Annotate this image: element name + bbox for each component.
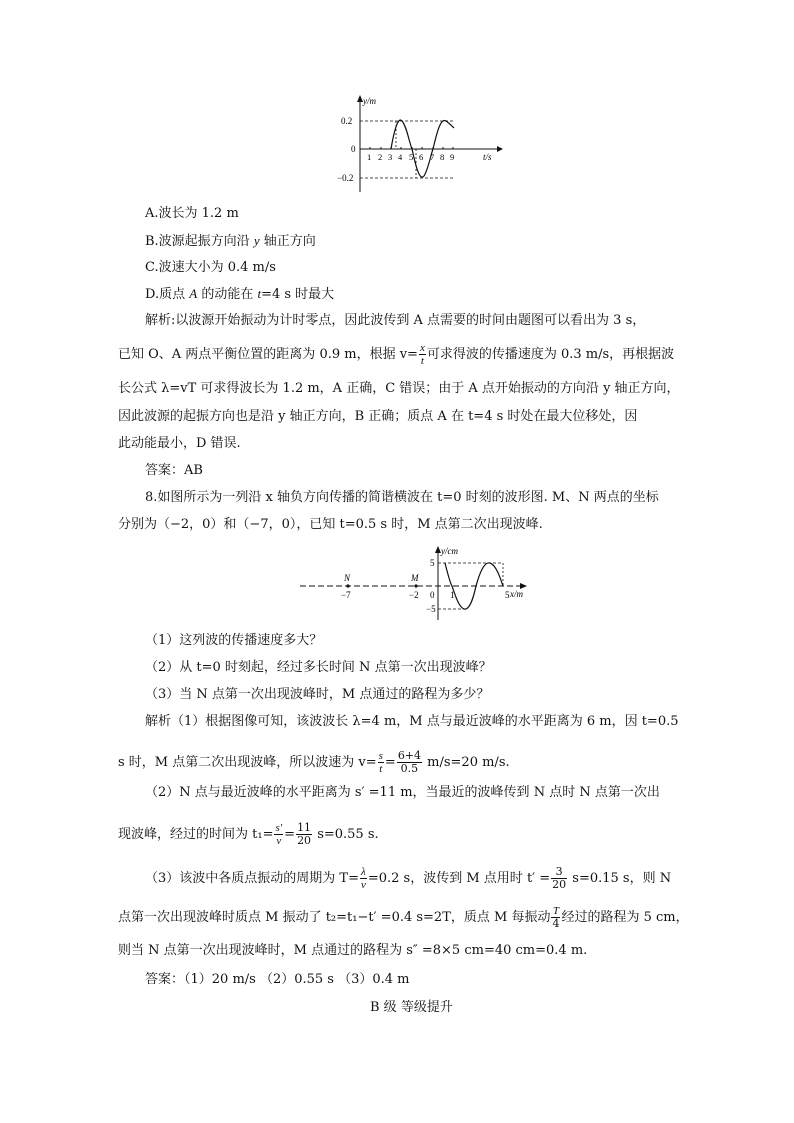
fraction-s-over-t <box>378 750 384 775</box>
graph2-xtick: −2 <box>409 590 419 600</box>
text-segment: 点第一次出现波峰时质点 M 振动了 t₂=t₁−t′ =0.4 s=2T，质点 M 每振动 <box>118 910 551 925</box>
graph1-xtick: 3 <box>388 152 393 162</box>
q8-solution-3-line3: 则当 N 点第一次出现波峰时，M 点通过的路程为 s″ =8×5 cm=40 cm=0.4 m. <box>118 943 588 958</box>
graph1-xtick: 4 <box>398 152 403 162</box>
text-segment: 现波峰，经过的时间为 t₁= <box>118 827 274 842</box>
q8-sub1: （1）这列波的传播速度多大？ <box>145 633 323 648</box>
option-a: A.波长为 1.2 m <box>145 206 239 221</box>
option-c: C.波速大小为 0.4 m/s <box>145 260 276 275</box>
fraction-numerator: T <box>552 905 560 917</box>
fraction-denominator: v <box>276 835 282 847</box>
q7-solution-line2 <box>118 342 674 367</box>
q8-stem-line1: 8.如图所示为一列沿 x 轴负方向传播的简谐横波在 t=0 时刻的波形图. M、N 两点的坐标 <box>145 490 659 505</box>
q7-answer: 答案：AB <box>145 463 203 478</box>
graph1-xtick: 1 <box>367 152 372 162</box>
text-segment: s=0.15 s，则 N <box>568 871 672 886</box>
point-n <box>346 584 349 587</box>
q8-solution-2-line1: （2）N 点与最近波峰的水平距离为 s′ =11 m，当最近的波峰传到 N 点时 N 点第一次出 <box>145 785 660 800</box>
fraction-denominator: 20 <box>552 878 567 891</box>
text-segment: =0.2 s，波传到 M 点用时 t′ = <box>367 871 551 886</box>
q8-sub3: （3）当 N 点第一次出现波峰时，M 点通过的路程为多少？ <box>145 687 490 702</box>
fraction-values <box>397 750 422 775</box>
graph1-y-label: y/m <box>363 96 376 106</box>
fraction-numerator: 11 <box>297 821 312 834</box>
wave-graph <box>298 545 533 623</box>
option-d <box>145 286 334 303</box>
graph2-xtick: −7 <box>341 590 351 600</box>
fraction-numerator: x <box>419 342 425 354</box>
text-segment: s=0.55 s. <box>313 827 379 842</box>
q8-solution-3-line2 <box>118 905 689 930</box>
text-segment: = <box>284 827 296 842</box>
text-segment: m/s=20 m/s. <box>423 755 510 770</box>
graph1-xtick: 6 <box>419 152 424 162</box>
text-segment: 经过的路程为 5 cm， <box>561 910 689 925</box>
q7-solution-line2-pre: 已知 O、A 两点平衡位置的距离为 0.9 m，根据 v= <box>118 347 418 362</box>
q7-solution-line3: 长公式 λ=vT 可求得波长为 1.2 m，A 正确，C 错误；由于 A 点开始振动的方向沿 y 轴正方向， <box>118 381 680 396</box>
fraction-lambda-over-v <box>360 866 367 891</box>
fraction-numerator: 3 <box>551 866 567 879</box>
graph2-y-label: y/cm <box>441 546 458 556</box>
graph1-xtick: 7 <box>430 152 435 162</box>
section-title: B 级 等级提升 <box>370 1000 453 1015</box>
option-b <box>145 233 316 250</box>
q8-solution-2-line2 <box>118 822 379 847</box>
q8-solution-1-line2 <box>118 750 510 775</box>
fraction-numerator: s′ <box>275 822 283 834</box>
option-b-post: 轴正方向 <box>259 234 316 249</box>
graph1-xtick: 9 <box>450 152 455 162</box>
point-m-label: M <box>411 573 419 583</box>
graph1-x-label: t/s <box>483 152 492 162</box>
option-d-post: =4 s 时最大 <box>261 287 335 302</box>
graph2-xtick: 0 <box>430 590 435 600</box>
q8-solution-3-line1 <box>145 866 671 891</box>
option-d-var1: A <box>189 286 198 301</box>
vibration-graph <box>335 92 505 196</box>
text-segment: （3）该波中各质点振动的周期为 T= <box>145 871 359 886</box>
graph2-xtick: 5 <box>505 590 510 600</box>
text-segment: s 时，M 点第二次出现波峰，所以波速为 v= <box>118 755 377 770</box>
graph1-xtick: 2 <box>378 152 383 162</box>
fraction-denominator: t <box>420 355 424 367</box>
point-m <box>414 584 417 587</box>
option-d-var2: t <box>257 286 262 301</box>
fraction-values <box>296 822 312 847</box>
graph2-ytick-pos: 5 <box>430 558 435 568</box>
q8-answer: 答案：（1）20 m/s （2）0.55 s （3）0.4 m <box>145 972 410 987</box>
fraction-denominator: t <box>379 763 383 775</box>
fraction-numerator: s <box>378 750 383 762</box>
fraction-denominator: v <box>360 879 366 891</box>
graph1-ytick-pos: 0.2 <box>341 116 353 126</box>
fraction-3-over-20 <box>551 866 567 891</box>
q8-solution-1-line1: 解析（1）根据图像可知，该波波长 λ=4 m，M 点与最近波峰的水平距离为 6 m，因 t=0.5 <box>145 714 679 729</box>
q8-stem-line2: 分别为（−2，0）和（−7，0），已知 t=0.5 s 时，M 点第二次出现波峰. <box>118 517 543 532</box>
graph2-x-label: x/m <box>510 589 523 599</box>
option-d-mid: 的动能在 <box>197 287 258 302</box>
fraction-numerator: 6+4 <box>397 749 422 762</box>
fraction-t-over-4 <box>551 905 560 930</box>
point-n-label: N <box>344 573 351 583</box>
graph1-ytick-neg: −0.2 <box>337 173 354 183</box>
fraction-s-prime-over-v <box>274 822 283 847</box>
fraction-denominator: 0.5 <box>400 762 419 775</box>
graph1-xtick: 5 <box>409 152 414 162</box>
graph2-ytick-neg: −5 <box>426 604 436 614</box>
graph2-xtick: 1 <box>450 590 455 600</box>
option-d-pre: D.质点 <box>145 287 190 302</box>
q7-solution-line4: 因此波源的起振方向也是沿 y 轴正方向，B 正确；质点 A 在 t=4 s 时处在最大位移处，因 <box>118 409 638 424</box>
fraction-numerator: λ <box>361 866 366 878</box>
q8-sub2: （2）从 t=0 时刻起，经过多长时间 N 点第一次出现波峰？ <box>145 660 492 675</box>
option-b-pre: B.波源起振方向沿 <box>145 234 254 249</box>
q7-solution-line1: 解析:以波源开始振动为计时零点，因此波传到 A 点需要的时间由题图可以看出为 3 s， <box>145 313 646 328</box>
q7-solution-line2-post: 可求得波的传播速度为 0.3 m/s，再根据波 <box>426 347 675 362</box>
fraction-denominator: 4 <box>552 917 560 930</box>
q7-solution-line5: 此动能最小，D 错误. <box>118 436 241 451</box>
graph1-ytick-zero: 0 <box>351 144 356 154</box>
fraction-denominator: 20 <box>297 834 312 847</box>
fraction-x-over-t <box>419 342 426 367</box>
option-b-var: y <box>253 233 260 248</box>
graph1-xtick: 8 <box>440 152 445 162</box>
text-segment: = <box>384 755 396 770</box>
